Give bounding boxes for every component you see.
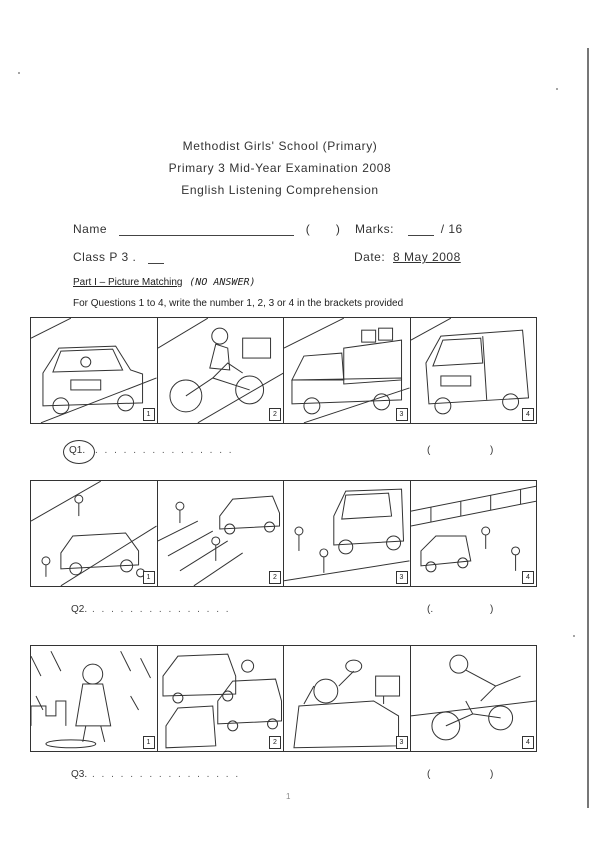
panel-number: 1 <box>143 736 155 749</box>
page-edge-line <box>587 48 589 808</box>
part-title <box>73 277 256 288</box>
index-paren-close: ) <box>335 222 341 236</box>
panel-number: 2 <box>269 571 281 584</box>
marks-field[interactable] <box>408 235 434 236</box>
handwritten-note: (NO ANSWER) <box>189 277 256 288</box>
q3-answer-line <box>0 769 600 789</box>
q3-panel-1[interactable] <box>31 646 158 751</box>
q3-panel-3[interactable] <box>284 646 411 751</box>
date-label: Date: <box>354 250 386 264</box>
q3-bracket-open: ( <box>427 769 431 780</box>
panel-number: 3 <box>396 736 408 749</box>
q1-panel-4[interactable] <box>411 318 537 423</box>
q3-bracket-close: ) <box>490 769 494 780</box>
street-crossing-illustration <box>31 481 157 586</box>
class-label: Class P 3 . <box>73 250 137 264</box>
bus-stop-illustration <box>284 481 410 586</box>
exam-title: Primary 3 Mid-Year Examination 2008 <box>168 161 392 175</box>
q3-panel-4[interactable] <box>411 646 537 751</box>
q2-panel-1[interactable] <box>31 481 158 586</box>
exam-header <box>0 135 560 201</box>
class-row <box>73 250 164 264</box>
name-row <box>73 222 340 236</box>
traffic-jam-illustration <box>158 646 284 751</box>
q2-panel-2[interactable] <box>158 481 285 586</box>
panel-number: 3 <box>396 571 408 584</box>
car-illustration <box>31 318 157 423</box>
q3-picture-grid <box>30 645 537 752</box>
q1-panel-3[interactable] <box>284 318 411 423</box>
q1-picture-grid <box>30 317 537 424</box>
q2-panel-3[interactable] <box>284 481 411 586</box>
panel-number: 2 <box>269 408 281 421</box>
panel-number: 4 <box>522 736 534 749</box>
page-mark: 1 <box>286 792 291 801</box>
name-field[interactable] <box>119 235 294 236</box>
bicycle-fall-illustration <box>411 646 537 751</box>
panel-number: 1 <box>143 571 155 584</box>
date-value: 8 May 2008 <box>393 250 461 264</box>
part-title-text: Part I – Picture Matching <box>73 277 183 288</box>
q1-bracket-open: ( <box>427 445 431 456</box>
q2-bracket-close: ) <box>490 604 494 615</box>
marks-total: / 16 <box>440 222 463 236</box>
panel-number: 4 <box>522 571 534 584</box>
q2-dotted-line: . . . . . . . . . . . . . . . <box>92 604 231 615</box>
subject-title: English Listening Comprehension <box>181 183 379 197</box>
waking-up-illustration <box>284 646 410 751</box>
name-label: Name <box>73 222 108 236</box>
overhead-bridge-illustration <box>411 481 537 586</box>
q2-picture-grid <box>30 480 537 587</box>
q2-answer-line <box>0 604 600 624</box>
q2-panel-4[interactable] <box>411 481 537 586</box>
q2-bracket-open: (. <box>427 604 434 615</box>
van-illustration <box>411 318 537 423</box>
instruction-text: For Questions 1 to 4, write the number 1, 2, 3 or 4 in the brackets provided <box>73 298 404 309</box>
date-row <box>354 250 461 264</box>
panel-number: 3 <box>396 408 408 421</box>
q1-panel-2[interactable] <box>158 318 285 423</box>
q3-panel-2[interactable] <box>158 646 285 751</box>
panel-number: 4 <box>522 408 534 421</box>
q1-dotted-line: . . . . . . . . . . . . . . . <box>95 445 234 456</box>
class-field[interactable] <box>148 263 164 264</box>
q3-label: Q3. <box>71 769 88 780</box>
motorcycle-illustration <box>158 318 284 423</box>
q1-label: Q1. <box>69 445 86 456</box>
q3-dotted-line: . . . . . . . . . . . . . . . . <box>92 769 241 780</box>
q2-label: Q2. <box>71 604 88 615</box>
scan-speck <box>18 72 20 74</box>
scan-speck <box>573 635 575 637</box>
marks-row <box>355 222 463 236</box>
scan-speck <box>556 88 558 90</box>
q1-panel-1[interactable] <box>31 318 158 423</box>
q1-bracket-close: ) <box>490 445 494 456</box>
zebra-crossing-illustration <box>158 481 284 586</box>
school-name: Methodist Girls' School (Primary) <box>182 139 378 153</box>
marks-label: Marks: <box>355 222 394 236</box>
panel-number: 1 <box>143 408 155 421</box>
lorry-illustration <box>284 318 410 423</box>
index-paren-open: ( <box>305 222 311 236</box>
panel-number: 2 <box>269 736 281 749</box>
q1-answer-line <box>0 445 600 465</box>
rain-walk-illustration <box>31 646 157 751</box>
